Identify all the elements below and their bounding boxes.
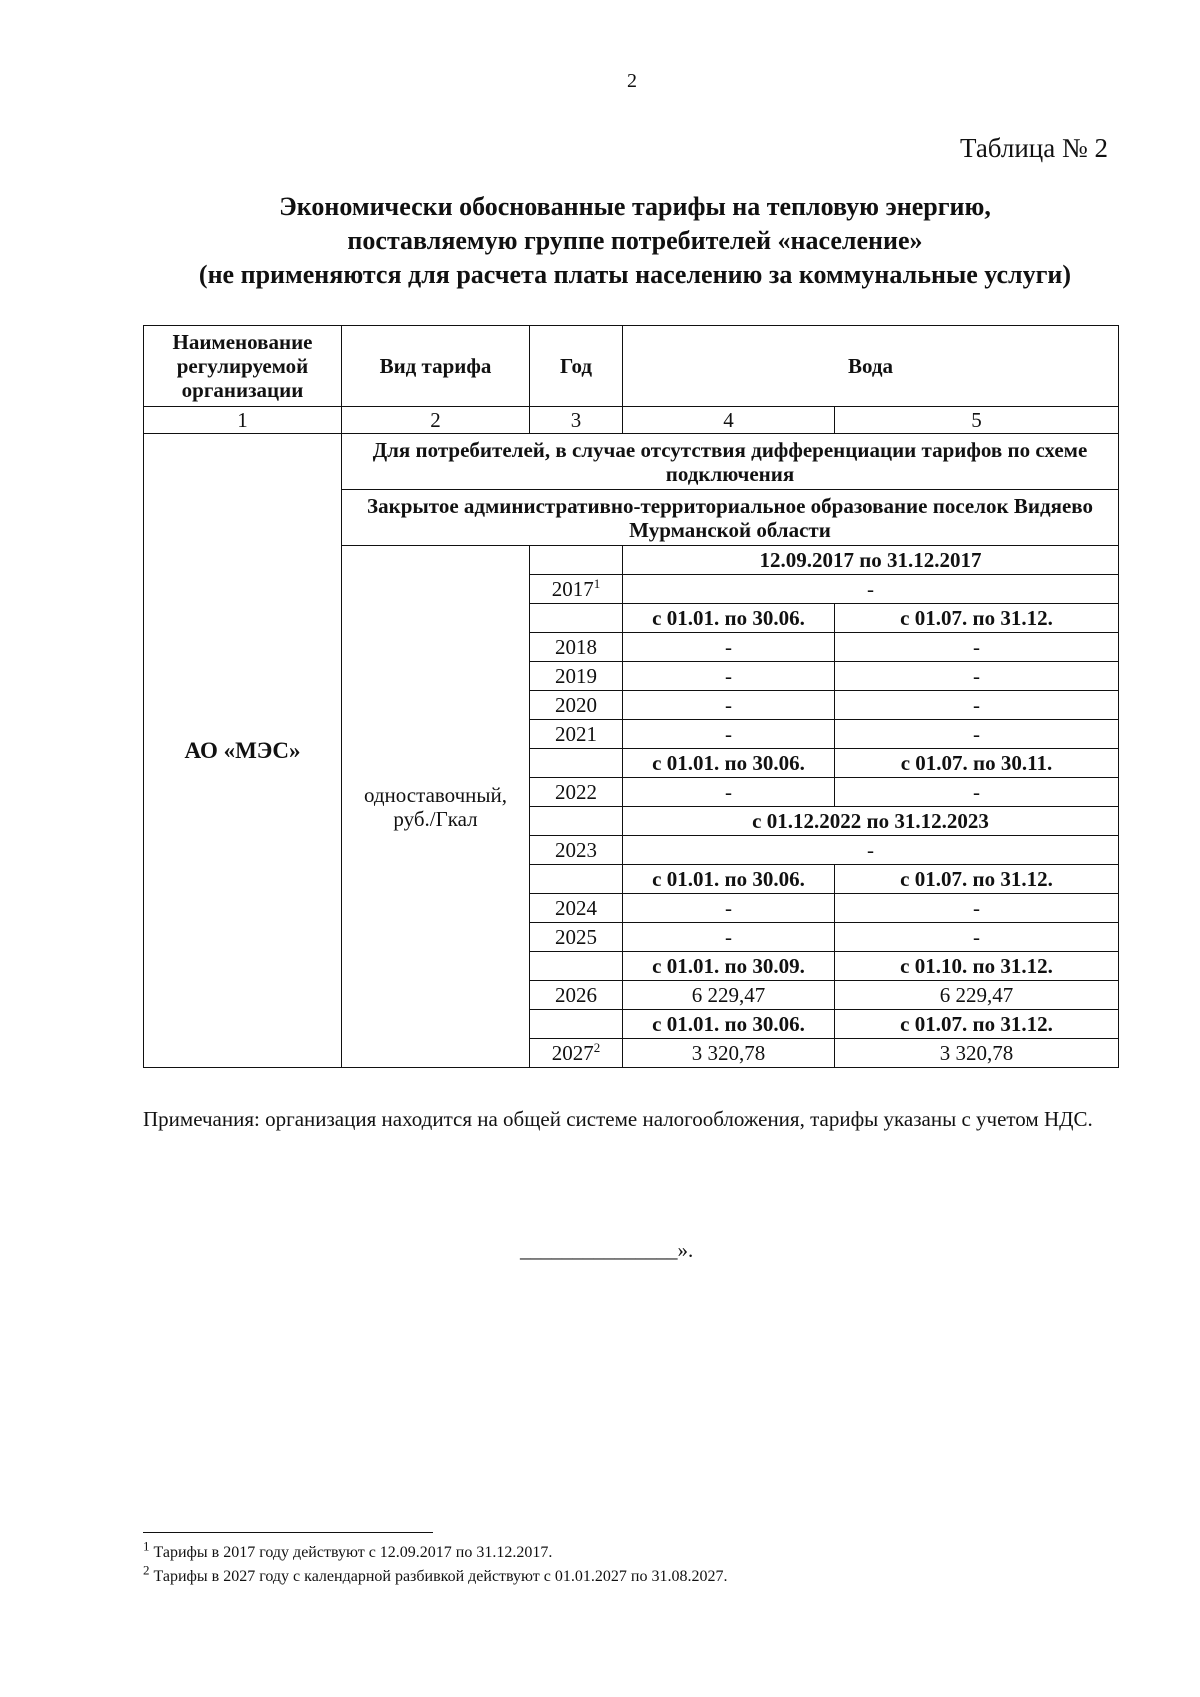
column-number: 5	[835, 407, 1119, 434]
value-cell: -	[835, 894, 1119, 923]
tariff-type-cell: одноставочный, руб./Гкал	[342, 546, 530, 1068]
year-cell	[530, 575, 623, 604]
header-water: Вода	[623, 326, 1119, 407]
value-cell: -	[623, 662, 835, 691]
column-number: 1	[144, 407, 342, 434]
year-cell	[530, 749, 623, 778]
year-cell	[530, 894, 623, 923]
period-header-cell: с 01.07. по 31.12.	[835, 1010, 1119, 1039]
footnote-mark: 1	[143, 1538, 150, 1554]
title-line: Экономически обоснованные тарифы на тепловую энергию,	[279, 192, 991, 221]
year-value: 2020	[555, 693, 597, 717]
year-cell	[530, 604, 623, 633]
value-cell: -	[835, 720, 1119, 749]
group-row-consumers	[144, 434, 1119, 490]
value-cell: -	[835, 923, 1119, 952]
header-tariff-type: Вид тарифа	[342, 326, 530, 407]
period-header-cell: с 01.07. по 30.11.	[835, 749, 1119, 778]
footnote-1	[143, 1538, 553, 1564]
year-cell	[530, 1010, 623, 1039]
year-value: 2023	[555, 838, 597, 862]
period-header-cell: с 01.12.2022 по 31.12.2023	[623, 807, 1119, 836]
year-cell	[530, 1039, 623, 1068]
column-number: 2	[342, 407, 530, 434]
year-cell	[530, 720, 623, 749]
value-cell: 3 320,78	[835, 1039, 1119, 1068]
year-cell	[530, 778, 623, 807]
period-header-cell: с 01.07. по 31.12.	[835, 865, 1119, 894]
period-header-cell: с 01.10. по 31.12.	[835, 952, 1119, 981]
footnote-text: Тарифы в 2027 году с календарной разбивкой действуют с 01.01.2027 по 31.08.2027.	[149, 1568, 728, 1585]
header-org: Наименование регулируемой организации	[144, 326, 342, 407]
value-cell: -	[835, 662, 1119, 691]
tariff-table	[143, 325, 1119, 1068]
year-value: 2017	[551, 577, 594, 601]
org-name-cell: АО «МЭС»	[144, 434, 342, 1068]
year-value: 2021	[555, 722, 597, 746]
value-cell: -	[835, 778, 1119, 807]
column-number-row	[144, 407, 1119, 434]
period-header-cell: с 01.01. по 30.09.	[623, 952, 835, 981]
year-value: 2019	[555, 664, 597, 688]
period-header-cell: с 01.07. по 31.12.	[835, 604, 1119, 633]
value-cell: -	[623, 894, 835, 923]
group-consumers: Для потребителей, в случае отсутствия дифференциации тарифов по схеме подключения	[342, 434, 1119, 490]
period-header-cell: с 01.01. по 30.06.	[623, 865, 835, 894]
header-row	[144, 326, 1119, 407]
column-number: 4	[623, 407, 835, 434]
value-cell: 6 229,47	[835, 981, 1119, 1010]
value-cell: -	[623, 836, 1119, 865]
value-cell: -	[835, 691, 1119, 720]
year-cell	[530, 807, 623, 836]
year-value: 2024	[555, 896, 597, 920]
year-cell	[530, 662, 623, 691]
value-cell: 6 229,47	[623, 981, 835, 1010]
period-header-cell: с 01.01. по 30.06.	[623, 749, 835, 778]
year-value: 2025	[555, 925, 597, 949]
period-header-cell: с 01.01. по 30.06.	[623, 604, 835, 633]
year-value: 2027	[551, 1041, 594, 1065]
document-title	[140, 190, 1130, 292]
year-cell	[530, 546, 623, 575]
footnote-mark: 2	[143, 1562, 150, 1578]
value-cell: -	[623, 720, 835, 749]
year-value: 2022	[555, 780, 597, 804]
title-line: поставляемую группе потребителей «население»	[347, 226, 923, 255]
year-cell	[530, 981, 623, 1010]
footnote-2	[143, 1562, 728, 1588]
footnote-separator	[143, 1532, 433, 1533]
footnote-ref: 2	[593, 1040, 601, 1055]
year-value: 2026	[555, 983, 597, 1007]
title-line: (не применяются для расчета платы населению за коммунальные услуги)	[198, 260, 1072, 289]
value-cell: -	[623, 923, 835, 952]
period-header-cell: 12.09.2017 по 31.12.2017	[623, 546, 1119, 575]
table-number: Таблица № 2	[960, 133, 1108, 163]
year-cell	[530, 633, 623, 662]
value-cell: -	[623, 633, 835, 662]
page-number: 2	[627, 70, 637, 92]
note: Примечания: организация находится на общей системе налогообложения, тарифы указаны с учетом НДС.	[143, 1107, 1093, 1131]
period-header-cell: с 01.01. по 30.06.	[623, 1010, 835, 1039]
year-cell	[530, 865, 623, 894]
column-number: 3	[530, 407, 623, 434]
year-cell	[530, 952, 623, 981]
value-cell: -	[623, 575, 1119, 604]
value-cell: -	[835, 633, 1119, 662]
value-cell: 3 320,78	[623, 1039, 835, 1068]
year-cell	[530, 836, 623, 865]
year-cell	[530, 923, 623, 952]
footnote-text: Тарифы в 2017 году действуют с 12.09.2017 по 31.12.2017.	[149, 1544, 553, 1561]
footnote-ref: 1	[593, 576, 601, 591]
year-cell	[530, 691, 623, 720]
header-year: Год	[530, 326, 623, 407]
value-cell: -	[623, 778, 835, 807]
year-value: 2018	[555, 635, 597, 659]
group-territory: Закрытое административно-территориальное образование поселок Видяево Мурманской области	[342, 490, 1119, 546]
end-mark: _______________».	[520, 1238, 694, 1262]
value-cell: -	[623, 691, 835, 720]
